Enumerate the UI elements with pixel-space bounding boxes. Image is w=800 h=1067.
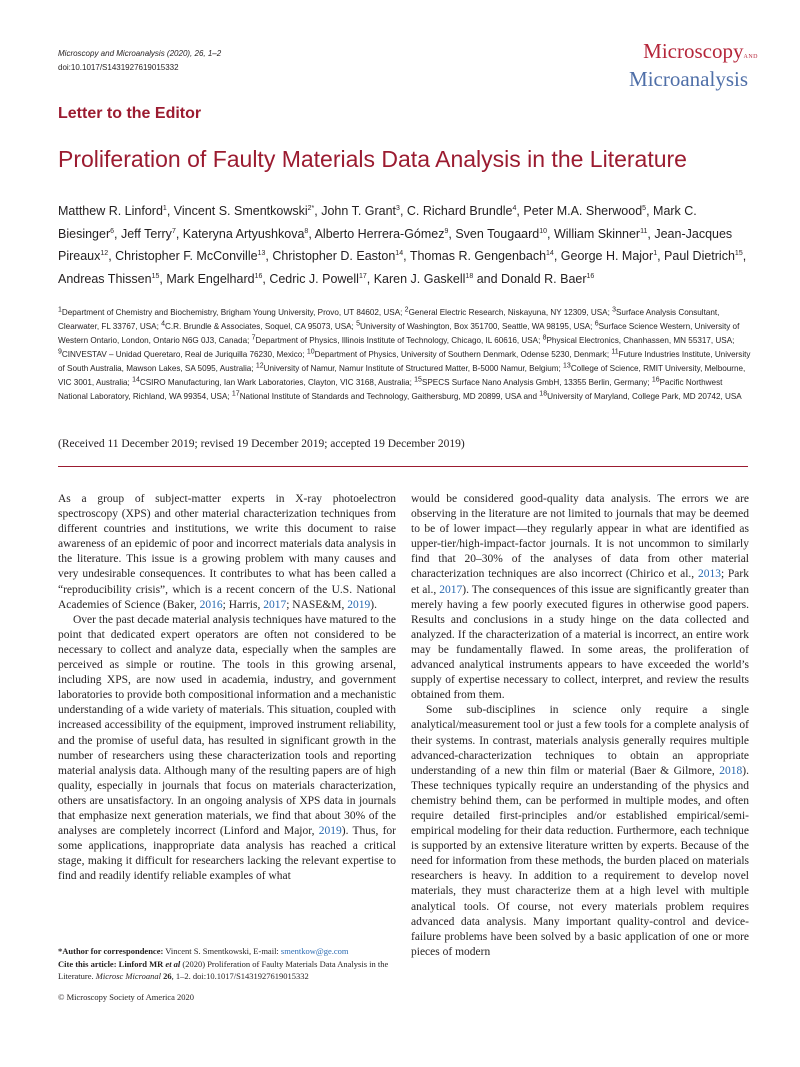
affiliation-item: $^7$Department of Physics, Illinois Institute of Technology, Chicago, IL 60616, USA; [251, 334, 543, 345]
author-affiliation-mark: 16 [254, 272, 263, 280]
author-name: Jeff Terry$^7$ [120, 226, 176, 241]
received-dates: (Received 11 December 2019; revised 19 December 2019; accepted 19 December 2019) [58, 438, 465, 450]
body-column-left [58, 492, 396, 884]
author-affiliation-mark: 14 [395, 249, 404, 257]
author-affiliation-mark: 17 [358, 272, 367, 280]
author-affiliation-mark: 3 [396, 204, 400, 212]
author-affiliation-mark: 11 [640, 227, 648, 235]
author-affiliation-mark: 14 [546, 249, 554, 257]
footnote [58, 945, 396, 983]
and-word: and [476, 271, 502, 286]
affiliations [58, 306, 753, 404]
author-name: Peter M.A. Sherwood$^5$ [523, 204, 647, 218]
reference-link[interactable]: 2016 [199, 598, 223, 611]
affiliation-item: $^{13}$College of Science, RMIT University, Melbourne, VIC 3001, Australia; [58, 362, 746, 387]
journal-logo [588, 40, 758, 90]
correspondence-note: *Author for correspondence: Vincent S. Smentkowski, E-mail: smentkow@ge.com [58, 946, 349, 956]
affiliation-item: $^{12}$University of Namur, Namur Institute of Structured Matter, B-5000 Namur, Belgium; [255, 362, 564, 373]
author-name: Mark C. Biesinger$^6$ [58, 204, 697, 241]
author-name: William Skinner$^{11}$ [553, 226, 648, 241]
affiliation-item: $^3$Surface Analysis Consultant, Clearwater, FL 33767, USA; [58, 306, 720, 331]
author-name: Thomas R. Gengenbach$^{14}$ [409, 249, 554, 263]
affiliation-item: $^1$Department of Chemistry and Biochemistry, Brigham Young University, Provo, UT 84602, USA; [58, 306, 405, 317]
affiliation-item: $^{16}$Pacific Northwest National Laboratory, Richland, WA 99354, USA; [58, 376, 723, 401]
author-affiliation-mark: 9 [444, 227, 449, 235]
author-affiliation-mark: 12 [100, 249, 109, 257]
author-name: Matthew R. Linford$^1$ [58, 204, 167, 218]
article-title: Proliferation of Faulty Materials Data Analysis in the Literature [58, 146, 687, 172]
author-affiliation-mark: 2* [307, 204, 315, 212]
body-paragraph: Over the past decade material analysis techniques have matured to the point that dedicated expert operators are often not considered to be necessary to collect and analyze data, especially when the samples are perceived as simple or routine. The tools in this growing arsenal, including XPS, are now used in academia, industry, and government laboratories to provide both compositional information and a mechanistic understanding of a wide variety of materials. This situation, coupled with increased accessibility of the equipment, improved instrument reliability, and the promise of useful data, has resulted in significant growth in the number of researchers using these characterization tools and reporting material analysis data. Although many of the resulting papers are of high quality, especially in journals that focus on materials characterization, others are unsatisfactory. In an ongoing analysis of XPS data in journals that emphasize next generation materials, we find that about 30% of the analyses are completely incorrect (Linford and Major, 2019). Thus, for some applications, inappropriate data analysis has reached a critical stage, making it difficult for researchers lacking the relevant expertise to find and readily identify reliable examples of what [58, 613, 396, 883]
logo-line1: Microscopy [643, 39, 744, 63]
author-name: Jean-Jacques Pireaux$^{12}$ [58, 226, 733, 263]
reference-link[interactable]: 2017 [263, 598, 287, 611]
author-affiliation-mark: 15 [151, 272, 160, 280]
author-affiliation-mark: 8 [304, 227, 309, 235]
affiliation-item: $^{15}$SPECS Surface Nano Analysis GmbH, 13355 Berlin, Germany; [414, 376, 652, 387]
author-affiliation-mark: 18 [465, 272, 474, 280]
affiliation-item: $^{18}$University of Maryland, College Park, MD 20742, USA [539, 390, 742, 401]
affiliation-item: $^9$CINVESTAV – Unidad Queretaro, Real de Juriquilla 76230, Mexico; [58, 348, 307, 359]
affiliation-item: $^{14}$CSIRO Manufacturing, Ian Wark Laboratories, Clayton, VIC 3168, Australia; [132, 376, 415, 387]
copyright: © Microscopy Society of America 2020 [58, 992, 195, 1002]
author-name: Cedric J. Powell$^{17}$ [269, 271, 367, 286]
author-name: C. Richard Brundle$^4$ [406, 204, 517, 218]
author-affiliation-mark: 6 [110, 227, 115, 235]
author-affiliation-mark: 1 [162, 204, 167, 212]
body-column-right [411, 492, 749, 960]
journal-doi: doi:10.1017/S1431927619015332 [58, 63, 179, 72]
affiliation-item: $^8$Physical Electronics, Chanhassen, MN 55317, USA; [542, 334, 735, 345]
author-name: Christopher D. Easton$^{14}$ [272, 249, 404, 263]
affiliation-item: $^{10}$Department of Physics, University of Southern Denmark, Odense 5230, Denmark; [306, 348, 612, 359]
logo-line2: Microanalysis [629, 67, 748, 91]
body-paragraph: Some sub-disciplines in science only require a single analytical/measurement tool or just a few tools for a complete analysis of their systems. In contrast, materials analysis generally requires multiple advanced-characterization techniques to obtain an appropriate understanding of a new thin film or material (Baer & Gilmore, 2018). These techniques typically require an understanding of the physics and chemistry behind them, can be performed in multiple modes, and often require detailed first-principles and/or established empirical/semi-empirical modeling for their data reduction. Furthermore, each technique is supported by an extensive literature written by experts. Because of the need for information from these methods, the burden placed on materials researchers is heavy. In addition to a requirement to develop novel materials, they must characterize them at a high level with multiple analytical tools. Of course, not every materials problem requires advanced data analysis. Many important quality-control and device-failure problems have been solved by a basic application of one or more pieces of modern [411, 704, 749, 958]
author-name: Sven Tougaard$^{10}$ [455, 226, 548, 241]
author-name: Mark Engelhard$^{16}$ [166, 271, 263, 286]
author-name: Paul Dietrich$^{15}$ [664, 249, 743, 263]
reference-link[interactable]: 2013 [697, 568, 721, 581]
author-affiliation-mark: 5 [642, 204, 647, 212]
author-affiliation-mark: 15 [734, 249, 743, 257]
body-paragraph: As a group of subject-matter experts in X-ray photoelectron spectroscopy (XPS) and other material characterization techniques from different countries and institutions, we write this document to raise awareness of an epidemic of poor and incorrect materials data analysis in the literature. This issue is a growing problem with many causes and very undesirable consequences. It contributes to what has been called a “reproducibility crisis”, which is a recent concern of the U.S. National Academies of Science (Baker, 2016; Harris, 2017; NASE&M, 2019). [58, 493, 396, 611]
affiliation-item: $^6$Surface Science Western, University of Western Ontario, London, Ontario N6G 0J3, Canada; [58, 320, 740, 345]
affiliation-item: $^5$University of Washington, Box 351700, Seattle, WA 98195, USA; [356, 320, 595, 331]
author-name: Karen J. Gaskell$^{18}$ [373, 271, 474, 286]
reference-link[interactable]: 2019 [318, 825, 342, 838]
journal-citation: Microscopy and Microanalysis (2020), 26, 1–2 [58, 49, 222, 58]
cite-note: Cite this article: Linford MR et al (2020) Proliferation of Faulty Materials Data Analysis in the Literature. Microsc Microanal 26, 1–2. doi:10.1017/S1431927619015332 [58, 958, 389, 981]
reference-link[interactable]: 2018 [719, 764, 743, 777]
author-name: Donald R. Baer$^{16}$ [501, 271, 595, 286]
author-name: Andreas Thissen$^{15}$ [58, 271, 160, 286]
author-name: John T. Grant$^3$ [321, 204, 400, 218]
reference-link[interactable]: 2017 [439, 583, 463, 596]
reference-link[interactable]: 2019 [347, 598, 371, 611]
affiliation-item: $^{11}$Future Industries Institute, University of South Australia, Mawson Lakes, SA 5095, Australia; [58, 348, 751, 373]
body-paragraph: would be considered good-quality data analysis. The errors we are observing in the literature are not limited to journals that may be deemed to be of lower impact—they regularly appear in what are identified as upper-tier/high-impact-factor journals. It is not uncommon to similarly find that 20–30% of the analyses of data from other material characterization techniques are also incorrect (Chirico et al., 2013; Park et al., 2017). The consequences of this issue are significantly greater than merely having a few poorly executed figures in otherwise good papers. Results and conclusions in a study hinge on the data collected and analyzed. If the characterization of a material is incorrect, an entire work may be fundamentally flawed. In some areas, the proliferation of advanced analytical instruments appears to have exceeded the world’s supply of expertise necessary to collect, interpret, and review the results obtained from them. [411, 493, 749, 702]
author-name: Alberto Herrera-Gómez$^9$ [314, 226, 449, 241]
author-affiliation-mark: 1 [653, 249, 658, 257]
author-affiliation-mark: 7 [171, 227, 176, 235]
journal-info [58, 47, 221, 75]
author-affiliation-mark: 13 [257, 249, 266, 257]
email-link[interactable]: smentkow@ge.com [280, 946, 349, 956]
header-divider [58, 466, 748, 467]
author-list: Matthew R. Linford$^1$, Vincent S. Smentkowski$^{2*}$, John T. Grant$^3$, C. Richard Brundle$^4$, Peter M.A. Sherwood$^5$, Mark C. Biesinger$^6$, Jeff Terry$^7$, Kateryna Artyushkova$^8$, Alberto Herrera-Gómez$^9$, Sven Tougaard$^{10}$, William Skinner$^{11}$, Jean-Jacques Pireaux$^{12}$, Christopher F. McConville$^{13}$, Christopher D. Easton$^{14}$, Thomas R. Gengenbach$^{14}$, George H. Major$^1$, Paul Dietrich$^{15}$, Andreas Thissen$^{15}$, Mark Engelhard$^{16}$, Cedric J. Powell$^{17}$, Karen J. Gaskell$^{18}$ and Donald R. Baer$^{16}$ [58, 204, 747, 286]
author-affiliation-mark: 16 [586, 272, 595, 280]
affiliation-item: $^4$C.R. Brundle & Associates, Soquel, CA 95073, USA; [161, 320, 357, 331]
article-type: Letter to the Editor [58, 105, 202, 122]
author-name: Christopher F. McConville$^{13}$ [115, 249, 266, 263]
author-name: Kateryna Artyushkova$^8$ [182, 226, 309, 241]
author-affiliation-mark: 10 [539, 227, 548, 235]
affiliation-item: $^2$General Electric Research, Niskayuna, NY 12309, USA; [404, 306, 613, 317]
affiliation-item: $^{17}$National Institute of Standards and Technology, Gaithersburg, MD 20899, USA and [231, 390, 540, 401]
author-name: Vincent S. Smentkowski$^{2*}$ [173, 204, 315, 218]
logo-and: AND [743, 54, 758, 60]
author-affiliation-mark: 4 [512, 204, 517, 212]
author-name: George H. Major$^1$ [560, 249, 658, 263]
